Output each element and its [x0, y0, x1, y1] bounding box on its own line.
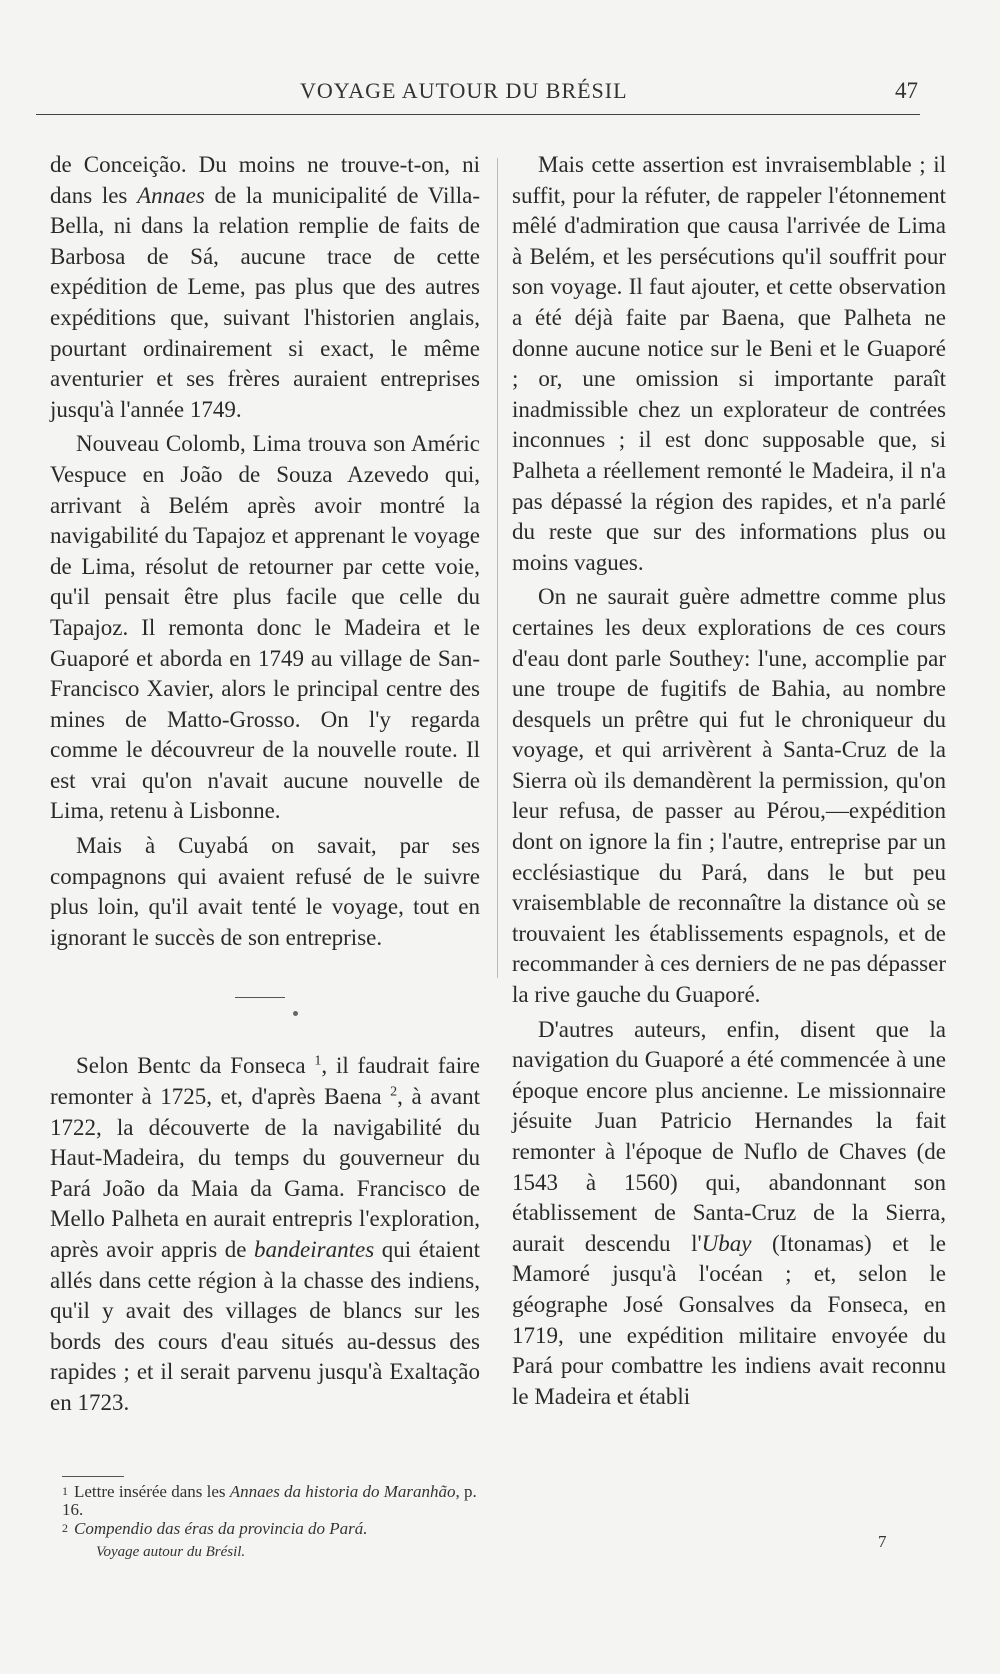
text-run: , p. 16.	[62, 1482, 477, 1519]
text-run: , à avant 1722, la découverte de la navigabilité du Haut-Madeira, du temps du gouverneur du Pará João da Maia da Gama. Francisco de Mello Palheta en aurait entrepris l'exploration, après avoir appris de	[50, 1084, 481, 1262]
footnote	[62, 1519, 492, 1538]
paragraph	[512, 150, 946, 578]
text-run: On ne saurait guère admettre comme plus certaines les deux explorations de ces cours d'eau dont parle Southey: l'une, accomplie par une troupe de fugitifs de Bahia, au nombre desquels un prêtre qui fut le chroniqueur du voyage, et qui arrivèrent à Santa-Cruz de la Sierra où ils demandèrent la permission, qu'on leur refusa, de passer au Pérou,—expédition dont on ignore la fin ; l'autre, entreprise par un ecclésiastique du Pará, dans le but peu vraisemblable de reconnaître la distance où se trouvaient les établissements espagnols, et de recommander à ces derniers de ne pas dépasser la rive gauche du Guaporé.	[512, 584, 946, 1008]
footnote-number: 1	[62, 1484, 68, 1498]
text-run: Compendio das éras da provincia do Pará.	[74, 1519, 368, 1538]
text-run: Annaes	[137, 182, 205, 208]
paragraph	[50, 429, 480, 827]
text-run: Mais cette assertion est invraisemblable ; il suffit, pour la réfuter, de rappeler l'étonnement mêlé d'admiration que causa l'arrivée de Lima à Belém, et les persécutions qu'il souffrit pour son voyage. Il faut ajouter, et cette observation a été déjà faite par Baena, que Palheta ne donne aucune notice sur le Beni et le Guaporé ; or, une omission si importante paraît inadmissible chez un explorateur de contrées inconnues ; il est donc supposable que, si Palheta a réellement remonté le Madeira, il n'a pas dépassé la région des rapides, et n'a parlé du reste que sur des informations plus ou moins vagues.	[512, 152, 946, 575]
text-run: bandeirantes	[254, 1237, 375, 1262]
footnote-text	[62, 1482, 477, 1519]
paragraph	[50, 150, 480, 425]
text-run: Nouveau Colomb, Lima trouva son Améric Vespuce en João de Souza Azevedo qui, arrivant à Belém après avoir montré la navigabilité du Tapajoz et apprenant le voyage de Lima, résolut de retourner par cette voie, qu'il pensait être plus facile que celle du Tapajoz. Il remonta donc le Madeira et le Guaporé et aborda en 1749 au village de San-Francisco Xavier, alors le principal centre des mines de Matto-Grosso. On l'y regarda comme le découvreur de la nouvelle route. Il est vrai qu'on n'avait aucune nouvelle de Lima, retenu à Lisbonne.	[50, 431, 480, 824]
text-run: Mais à Cuyabá on savait, par ses compagnons qui avaient refusé de le suivre plus loin, qu'il avait tenté le voyage, tout en ignorant le succès de son entreprise.	[50, 833, 480, 950]
column-divider	[497, 158, 498, 978]
footnote	[62, 1482, 492, 1519]
footnote-number: 2	[62, 1521, 68, 1535]
text-run: D'autres auteurs, enfin, disent que la navigation du Guaporé a été commencée à une époque encore plus ancienne. Le missionnaire jésuite Juan Patricio Hernandes la fait remonter à l'époque de Nuflo de Chaves (de 1543 à 1560) qui, abandonnant son établissement de Santa-Cruz de la Sierra, aurait descendu l'	[512, 1016, 946, 1256]
section-break-ornament	[235, 991, 295, 1011]
text-run: , il faudrait faire remonter à 1725, et, d'après Baena	[50, 1053, 480, 1110]
page-number: 47	[895, 78, 918, 103]
text-run: Annaes da historia do Maranhão	[229, 1482, 456, 1501]
header-rule	[36, 114, 920, 115]
text-run: de Conceição. Du moins ne trouve-t-on, ni dans les	[50, 152, 480, 208]
paragraph	[50, 1051, 480, 1418]
right-column	[512, 150, 946, 1412]
text-run: (Itonamas) et le Mamoré jusqu'à l'océan ; et, selon le géographe José Gonsalves da Fonseca, en 1719, une expédition militaire envoyée du Pará pour combattre les indiens avait reconnu le Madeira et établi	[512, 1230, 947, 1409]
signature-line: Voyage autour du Brésil.	[96, 1544, 246, 1560]
footnotes	[62, 1482, 492, 1538]
text-run: qui étaient allés dans cette région à la chasse des indiens, qu'il y avait des villages de blancs sur les bords des cours d'eau situés au-dessus des rapides ; et il serait parvenu jusqu'à Exaltação en 1723.	[50, 1237, 481, 1415]
paragraph	[50, 831, 480, 953]
left-column	[50, 150, 480, 1419]
footnote-ref: 2	[390, 1084, 398, 1100]
paragraph	[512, 582, 946, 1010]
text-run: Selon Bentc da Fonseca	[76, 1053, 315, 1079]
running-head	[0, 78, 1000, 108]
signature-mark: 7	[878, 1532, 887, 1551]
paragraph	[512, 1015, 946, 1413]
text-run: de la municipalité de Villa-Bella, ni dans la relation remplie de faits de Barbosa de Sá, aucune trace de cette expédition de Leme, pas plus que des autres expéditions que, suivant l'historien anglais, pourtant ordinairement si exact, le même aventurier et ses frères auraient entreprises jusqu'à l'année 1749.	[50, 182, 480, 422]
text-run: Lettre insérée dans les	[74, 1482, 230, 1501]
text-run: Ubay	[701, 1230, 752, 1256]
running-title: VOYAGE AUTOUR DU BRÉSIL	[300, 78, 628, 103]
footnote-text	[74, 1519, 368, 1538]
footnote-rule	[62, 1476, 124, 1477]
footnote-ref: 1	[314, 1053, 322, 1069]
